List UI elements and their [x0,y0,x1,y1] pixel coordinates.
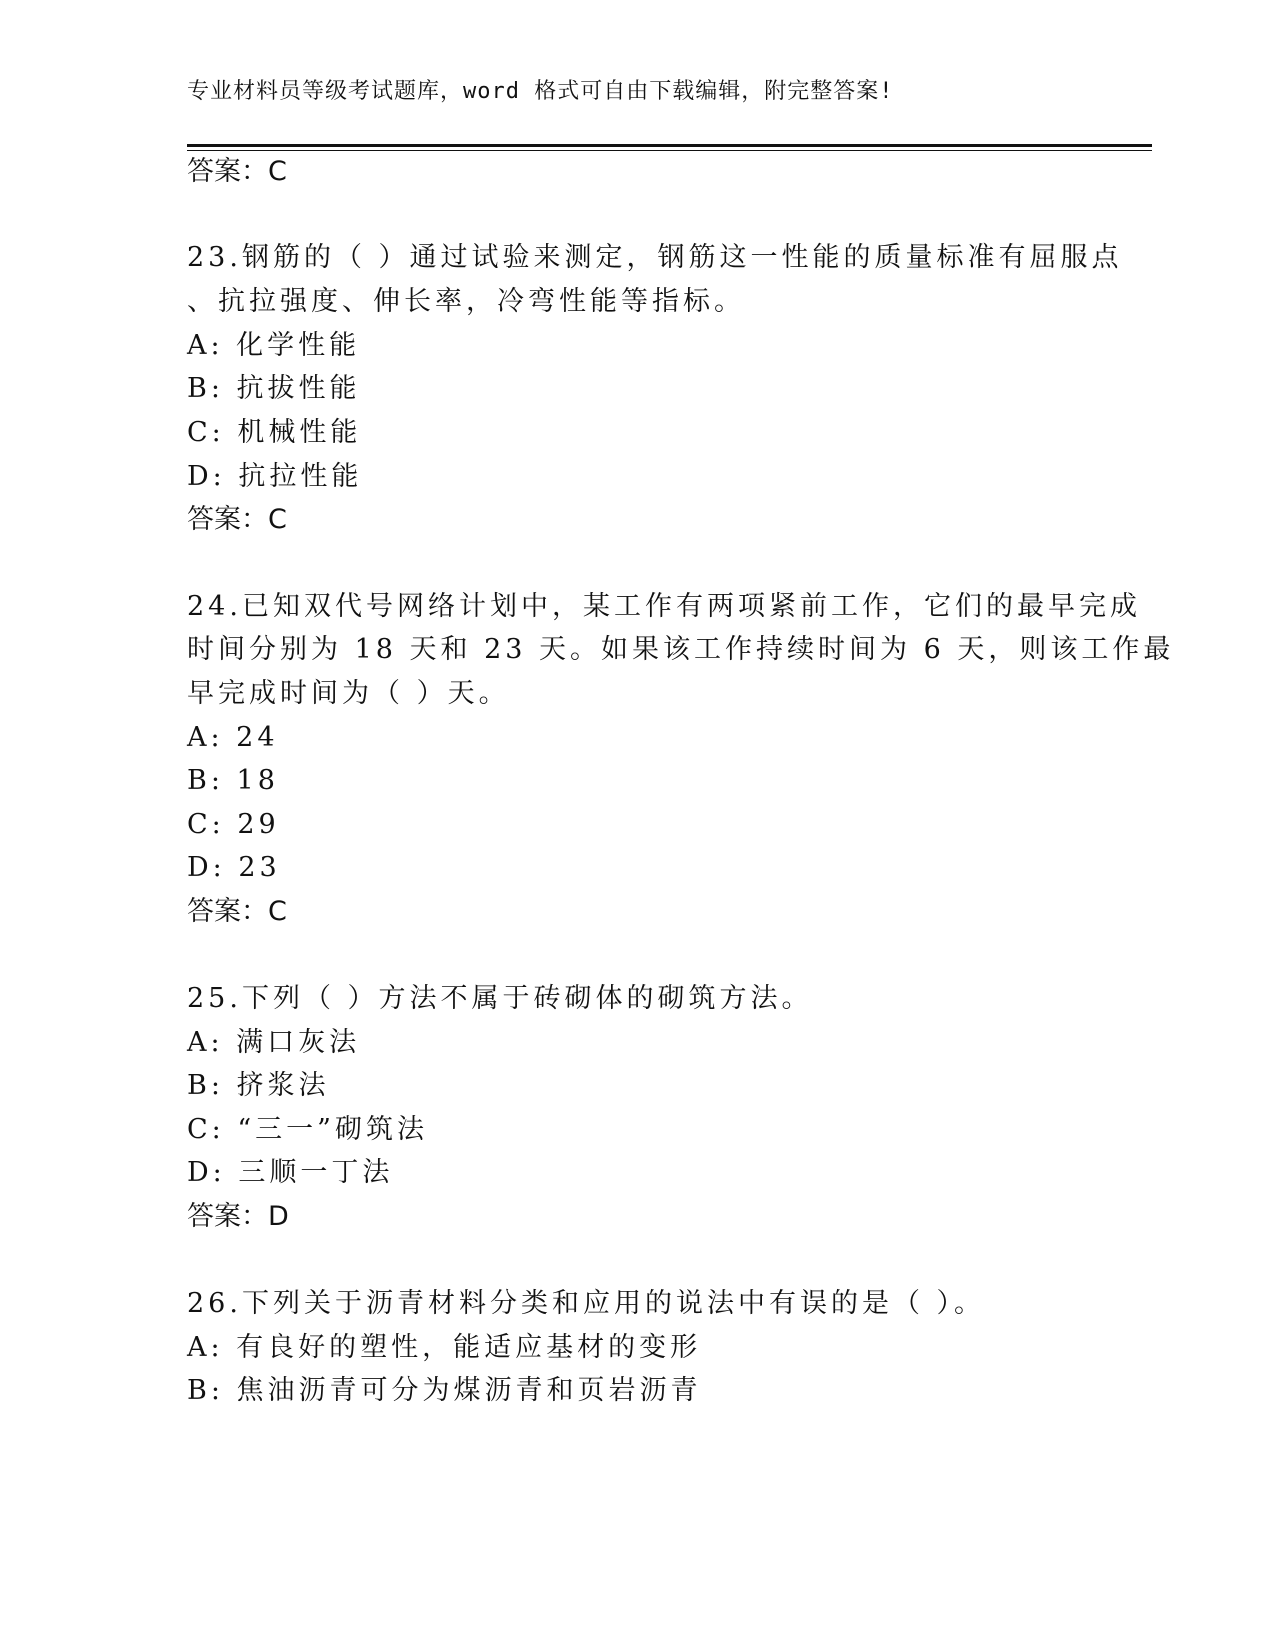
question-23-text: 23.钢筋的（ ）通过试验来测定，钢筋这一性能的质量标准有屈服点 [187,242,1123,273]
header-divider [187,144,1152,147]
question-24-option-b: B: 18 [187,765,279,796]
question-23-text: 、抗拉强度、伸长率，冷弯性能等指标。 [187,286,745,317]
question-23-option-d: D: 抗拉性能 [187,461,363,492]
question-26-text: 26.下列关于沥青材料分类和应用的说法中有误的是（ ）。 [187,1288,986,1319]
question-24-option-c: C: 29 [187,809,280,840]
question-23-option-a: A: 化学性能 [187,330,361,361]
question-24-text: 24.已知双代号网络计划中，某工作有两项紧前工作，它们的最早完成 [187,591,1141,622]
page-header: 专业材料员等级考试题库，word 格式可自由下载编辑，附完整答案! [187,79,894,104]
question-25-option-b: B: 挤浆法 [187,1070,330,1101]
question-25-option-a: A: 满口灰法 [187,1027,361,1058]
question-25-text: 25.下列（ ）方法不属于砖砌体的砌筑方法。 [187,983,813,1014]
question-23-option-b: B: 抗拔性能 [187,373,361,404]
question-25-option-c: C: “三一”砌筑法 [187,1114,428,1145]
question-24-text: 时间分别为 18 天和 23 天。如果该工作持续时间为 6 天，则该工作最 [187,634,1175,665]
question-23-answer: 答案：C [187,504,287,535]
header-divider-thin [187,150,1152,151]
question-26-option-a: A: 有良好的塑性，能适应基材的变形 [187,1332,702,1363]
question-25-answer: 答案：D [187,1201,289,1232]
question-24-option-a: A: 24 [187,722,279,753]
question-24-answer: 答案：C [187,896,287,927]
answer-line: 答案：C [187,156,287,187]
question-23-option-c: C: 机械性能 [187,417,362,448]
question-24-text: 早完成时间为（ ）天。 [187,678,510,709]
question-26-option-b: B: 焦油沥青可分为煤沥青和页岩沥青 [187,1375,702,1406]
question-25-option-d: D: 三顺一丁法 [187,1157,394,1188]
question-24-option-d: D: 23 [187,852,281,883]
